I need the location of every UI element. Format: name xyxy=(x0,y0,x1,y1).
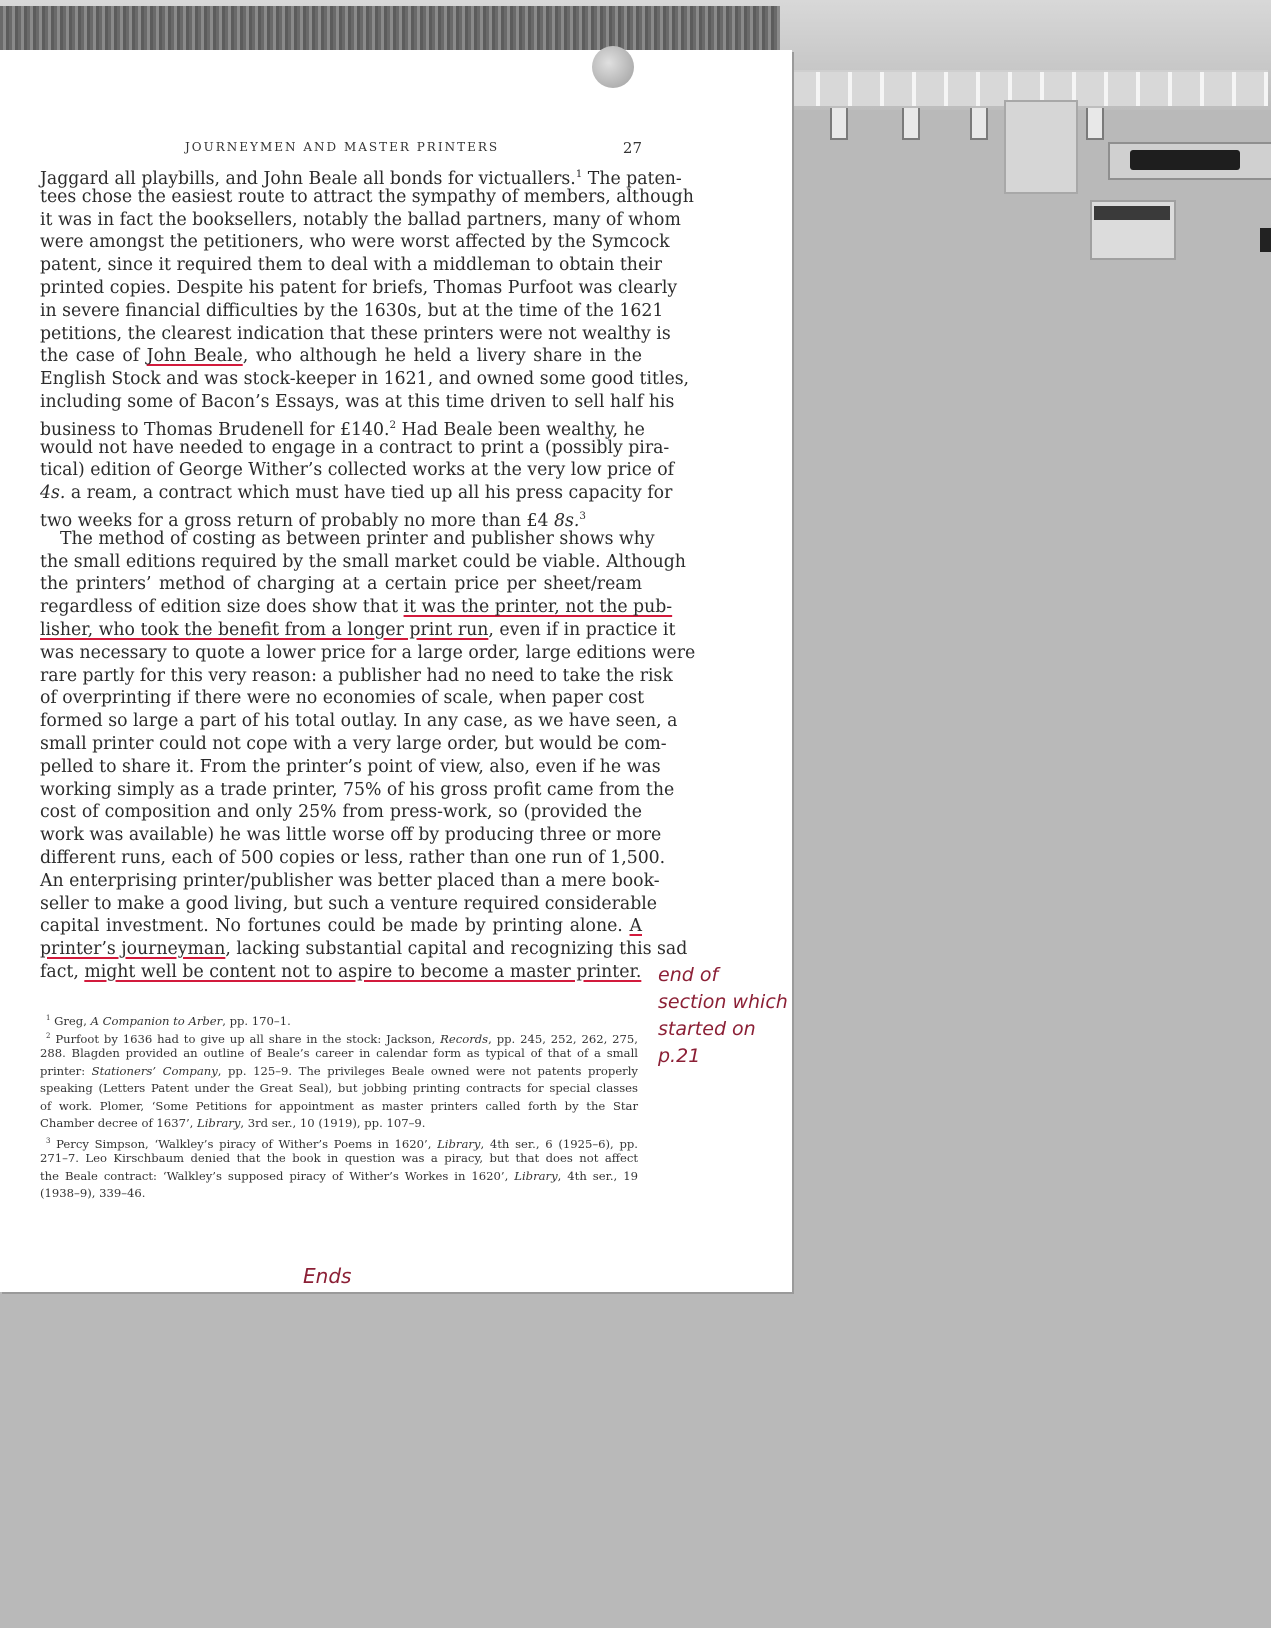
text-run: , who although he held a livery share in the xyxy=(242,346,643,367)
text-run: The paten- xyxy=(582,168,682,189)
text-run: , 4th ser., 6 (1925–6), pp. xyxy=(480,1136,638,1151)
text-run: of overprinting if there were no economies of scale, when paper cost xyxy=(40,688,645,709)
text-run: Greg, xyxy=(50,1013,91,1028)
footnote-line xyxy=(40,1080,638,1098)
text-line xyxy=(40,847,666,870)
text-run: tees chose the easiest route to attract the sympathy of members, although xyxy=(40,186,694,207)
scanner-label-plate xyxy=(1090,200,1176,260)
footnote-line xyxy=(40,1185,638,1203)
scanner-clip xyxy=(902,108,920,140)
text-run: patent, since it required them to deal with a middleman to obtain their xyxy=(40,255,662,276)
text-run: the printers’ method of charging at a certain price per sheet/ream xyxy=(40,574,642,595)
text-run: small printer could not cope with a very large order, but would be com- xyxy=(40,733,667,754)
text-line xyxy=(40,893,658,916)
text-run: working simply as a trade printer, 75% of his gross profit came from the xyxy=(40,779,675,800)
text-line xyxy=(40,209,681,232)
text-run: printer: xyxy=(40,1063,92,1078)
handwritten-ends-mark: Ends xyxy=(303,1264,352,1288)
margin-note-line: started on p.21 xyxy=(658,1018,756,1067)
text-run: Chamber decree of 1637’, xyxy=(40,1116,197,1130)
text-line xyxy=(40,619,676,642)
page-number: 27 xyxy=(622,139,642,157)
text-line xyxy=(40,687,645,710)
text-run: , lacking substantial capital and recognizing this sad xyxy=(225,939,688,960)
footnote-line xyxy=(40,1133,638,1151)
footnote xyxy=(40,1010,638,1028)
text-run: of work. Plomer, ‘Some Petitions for appointment as master printers called forth by the Star xyxy=(40,1098,638,1113)
text-run: Percy Simpson, ‘Walkley’s piracy of Wither’s Poems in 1620’, xyxy=(50,1136,438,1151)
text-line xyxy=(40,300,664,323)
margin-note-line: end of xyxy=(658,964,719,986)
text-run: printed copies. Despite his patent for briefs, Thomas Purfoot was clearly xyxy=(40,277,678,298)
text-run: a ream, a contract which must have tied up all his press capacity for xyxy=(65,483,673,504)
text-line xyxy=(40,345,642,368)
text-line xyxy=(40,254,662,277)
text-line xyxy=(40,665,673,688)
text-run: were amongst the petitioners, who were worst affected by the Symcock xyxy=(40,232,670,253)
running-head xyxy=(40,140,642,160)
text-line xyxy=(40,779,675,802)
text-line xyxy=(40,710,678,733)
margin-note-line: section which xyxy=(658,991,788,1013)
footnote-ref: 1 xyxy=(575,168,583,180)
text-run: , pp. 125–9. The privileges Beale owned were not patents properly xyxy=(217,1063,638,1078)
text-run: capital investment. No fortunes could be made by printing alone. xyxy=(40,916,630,937)
text-run: 288. Blagden provided an outline of Beale’s career in calendar form as typical of that of a small xyxy=(40,1046,638,1060)
scan-edge-strip xyxy=(0,6,780,50)
text-run: pelled to share it. From the printer’s point of view, also, even if he was xyxy=(40,756,661,777)
footnote-line xyxy=(40,1063,638,1081)
text-line xyxy=(40,528,655,551)
text-run: different runs, each of 500 copies or less, rather than one run of 1,500. xyxy=(40,847,666,868)
footnote-ref: 3 xyxy=(46,1136,51,1145)
text-run: , 3rd ser., 10 (1919), pp. 107–9. xyxy=(240,1116,426,1130)
text-line xyxy=(40,938,688,961)
text-run: speaking (Letters Patent under the Great Seal), but jobbing printing contracts for special classes xyxy=(40,1081,638,1095)
text-line xyxy=(40,231,670,254)
italic-text: Library xyxy=(197,1116,241,1130)
footnote-ref: 1 xyxy=(46,1014,51,1022)
text-run: tical) edition of George Wither’s collected works at the very low price of xyxy=(40,460,675,481)
text-run: Had Beale been wealthy, he xyxy=(396,419,645,440)
footnote-line xyxy=(40,1115,638,1133)
italic-text: 4s. xyxy=(40,483,66,504)
underlined-text: might well be content not to aspire to become a master printer. xyxy=(84,961,642,982)
text-run: Jaggard all playbills, and John Beale all bonds for victuallers. xyxy=(40,168,576,189)
text-run: regardless of edition size does show that xyxy=(40,597,404,618)
text-run: , pp. 170–1. xyxy=(222,1013,291,1028)
text-run: An enterprising printer/publisher was better placed than a mere book- xyxy=(40,870,660,891)
scanner-hinge xyxy=(1004,100,1078,194)
text-run: work was available) he was little worse off by producing three or more xyxy=(40,825,662,846)
scanner-clip xyxy=(1086,108,1104,140)
underlined-text: John Beale xyxy=(146,346,243,367)
text-run: , 4th ser., 19 xyxy=(557,1168,638,1183)
text-line xyxy=(40,642,696,665)
underlined-text: A xyxy=(629,916,642,937)
text-line xyxy=(40,573,642,596)
text-run: business to Thomas Brudenell for £140. xyxy=(40,419,390,440)
text-run: Purfoot by 1636 had to give up all share in the stock: Jackson, xyxy=(50,1031,441,1046)
punch-hole xyxy=(592,46,634,88)
text-run: two weeks for a gross return of probably no more than £4 xyxy=(40,510,554,531)
footnotes xyxy=(40,1010,638,1203)
text-line xyxy=(40,551,686,574)
footnote-ref: 2 xyxy=(46,1031,51,1040)
text-run: The method of costing as between printer and publisher shows why xyxy=(60,528,655,549)
text-run: it was in fact the booksellers, notably the ballad partners, many of whom xyxy=(40,209,681,230)
text-line xyxy=(40,277,678,300)
text-line xyxy=(40,323,671,346)
text-line xyxy=(40,756,661,779)
footnote-line xyxy=(40,1098,638,1116)
underlined-text: lisher, who took the benefit from a longer print run xyxy=(40,619,489,640)
footnote-ref: 2 xyxy=(389,418,397,431)
text-run: was necessary to quote a lower price for a large order, large editions were xyxy=(40,642,696,663)
text-line xyxy=(40,437,670,460)
italic-text: A Companion to Arber xyxy=(90,1013,223,1028)
text-line xyxy=(40,163,682,189)
text-run: cost of composition and only 25% from press-work, so (provided the xyxy=(40,802,642,823)
text-line xyxy=(40,459,675,482)
text-line xyxy=(40,391,675,414)
italic-text: Records xyxy=(440,1031,489,1046)
scanner-roller xyxy=(1108,142,1271,180)
text-run: would not have needed to engage in a contract to print a (possibly pira- xyxy=(40,437,670,458)
underlined-text: it was the printer, not the pub- xyxy=(403,597,673,618)
text-line xyxy=(40,368,690,391)
text-run: fact, xyxy=(40,961,85,982)
text-run: seller to make a good living, but such a venture required considerable xyxy=(40,893,658,914)
footnote-line xyxy=(40,1045,638,1063)
text-line xyxy=(40,915,642,938)
text-run: formed so large a part of his total outlay. In any case, as we have seen, a xyxy=(40,711,678,732)
scanner-clip xyxy=(970,108,988,140)
footnote-line xyxy=(40,1168,638,1186)
underlined-text: printer’s journeyman xyxy=(40,939,226,960)
text-run: English Stock and was stock-keeper in 1621, and owned some good titles, xyxy=(40,369,690,390)
footnote xyxy=(40,1028,638,1133)
text-run: petitions, the clearest indication that these printers were not wealthy is xyxy=(40,323,671,344)
italic-text: Library xyxy=(437,1136,481,1151)
text-line xyxy=(40,186,694,209)
text-run: 271–7. Leo Kirschbaum denied that the book in question was a piracy, but that does not affect xyxy=(40,1151,638,1165)
italic-text: 8s. xyxy=(553,510,580,531)
text-line xyxy=(40,870,660,893)
italic-text: Library xyxy=(514,1168,558,1183)
text-run: rare partly for this very reason: a publisher had no need to take the risk xyxy=(40,665,673,686)
text-run: the small editions required by the small market could be viable. Although xyxy=(40,551,686,572)
text-line xyxy=(40,414,645,440)
footnote-ref: 3 xyxy=(579,509,586,522)
text-run: in severe financial difficulties by the 1630s, but at the time of the 1621 xyxy=(40,300,664,321)
footnote-line xyxy=(40,1028,638,1046)
text-line xyxy=(40,961,642,984)
text-line xyxy=(40,505,642,531)
scanner-clip xyxy=(830,108,848,140)
italic-text: Stationers’ Company xyxy=(91,1063,218,1078)
text-line xyxy=(40,824,662,847)
text-run: (1938–9), 339–46. xyxy=(40,1186,146,1200)
scanned-page xyxy=(0,50,792,1292)
text-run: including some of Bacon’s Essays, was at this time driven to sell half his xyxy=(40,391,675,412)
footnote-line xyxy=(40,1150,638,1168)
text-line xyxy=(40,733,667,756)
text-line xyxy=(40,482,673,505)
handwritten-margin-note xyxy=(658,962,798,1070)
paragraph xyxy=(40,163,694,531)
text-line xyxy=(40,596,673,619)
footnote-line xyxy=(40,1010,638,1028)
scanner-edge-mark xyxy=(1260,228,1271,252)
text-run: , even if in practice it xyxy=(488,619,676,640)
text-run: the case of xyxy=(40,346,147,367)
footnote xyxy=(40,1133,638,1203)
text-run: , pp. 245, 252, 262, 275, xyxy=(488,1031,638,1046)
text-line xyxy=(40,801,642,824)
text-run: the Beale contract: ‘Walkley’s supposed piracy of Wither’s Workes in 1620’, xyxy=(40,1168,515,1183)
running-head-title: JOURNEYMEN AND MASTER PRINTERS xyxy=(185,140,500,154)
